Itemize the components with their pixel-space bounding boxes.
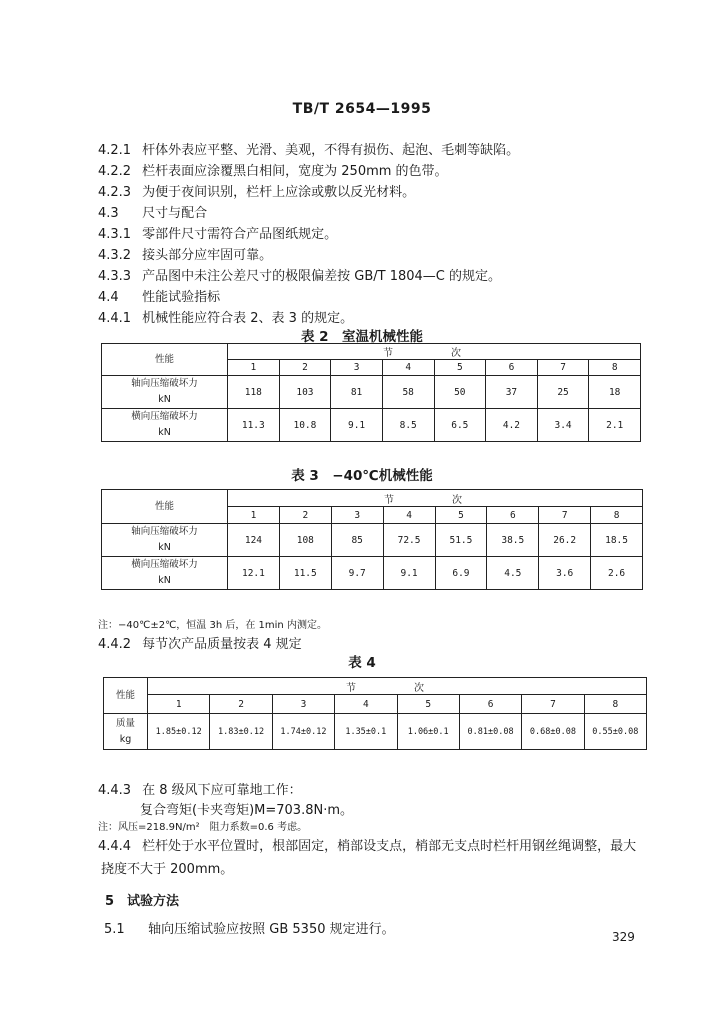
row-label: [102, 376, 228, 409]
clause-4-2-3: [98, 181, 415, 200]
table-cell: 1.35±0.1: [335, 714, 397, 750]
clause-number: 4.4: [98, 290, 119, 305]
table-cell: 11.5: [279, 557, 331, 590]
table-cell: 0.81±0.08: [459, 714, 521, 750]
clause-4-3: [98, 202, 207, 221]
clause-4-3-3: [98, 265, 501, 284]
table-cell: 58: [382, 376, 434, 409]
clause-text: 杆体外表应平整、光滑、美观，不得有损伤、起泡、毛刺等缺陷。: [142, 143, 520, 158]
clause-number: 4.3.1: [98, 227, 132, 242]
clause-number: 4.4.4: [98, 839, 132, 854]
row-label-name: 质量: [115, 717, 135, 729]
row-label: [102, 557, 228, 590]
clause-number: 4.2.2: [98, 164, 132, 179]
table-cell: 11.3: [228, 409, 280, 442]
table-3-caption: 表 3 −40℃机械性能: [291, 468, 433, 484]
table-cell: 9.1: [331, 409, 383, 442]
clause-4-4-4: [98, 835, 636, 854]
table-cell: 9.1: [383, 557, 435, 590]
row-label-name: 轴向压缩破坏力: [131, 526, 198, 537]
clause-text: 接头部分应牢固可靠。: [142, 248, 273, 263]
table-cell: 103: [279, 376, 331, 409]
clause-text: 在 8 级风下应可靠地工作：: [142, 783, 302, 798]
clause-4-3-1: [98, 223, 337, 242]
column-header: 3: [331, 360, 383, 376]
table-3-note: 注：−40℃±2℃，恒温 3h 后，在 1min 内测定。: [98, 620, 327, 631]
column-header: 7: [539, 507, 591, 524]
table-cell: 0.55±0.08: [584, 714, 646, 750]
table-cell: 38.5: [487, 524, 539, 557]
page-number: 329: [612, 930, 635, 944]
table-cell: 1.83±0.12: [210, 714, 272, 750]
table-cell: 18.5: [591, 524, 643, 557]
row-label-unit: kN: [158, 427, 171, 438]
clause-4-2-2: [98, 160, 448, 179]
column-header: 8: [591, 507, 643, 524]
column-header: 4: [335, 695, 397, 714]
table-cell: 81: [331, 376, 383, 409]
table-cell: 18: [589, 376, 641, 409]
table-2-caption: 表 2 室温机械性能: [300, 329, 424, 345]
table-4: [103, 677, 647, 750]
column-header: 1: [148, 695, 210, 714]
column-header: 8: [584, 695, 646, 714]
clause-text: 性能试验指标: [142, 290, 221, 305]
table-cell: 2.1: [589, 409, 641, 442]
table-cell: 9.7: [331, 557, 383, 590]
column-header: 1: [228, 507, 280, 524]
table-cell: 6.9: [435, 557, 487, 590]
clause-text: 每节次产品质量按表 4 规定: [142, 637, 302, 652]
table-row: [102, 409, 641, 442]
row-label-name: 轴向压缩破坏力: [131, 378, 198, 389]
section-header: 节 次: [148, 678, 647, 695]
column-header: 5: [434, 360, 486, 376]
clause-4-4-4-continued: 挠度不大于 200mm。: [101, 862, 234, 877]
table-cell: 1.85±0.12: [148, 714, 210, 750]
column-header: 6: [487, 507, 539, 524]
property-header: 性能: [104, 678, 148, 714]
clause-text: 为便于夜间识别，栏杆上应涂或敷以反光材料。: [142, 185, 416, 200]
clause-number: 4.2.3: [98, 185, 132, 200]
row-label-name: 横向压缩破坏力: [131, 411, 198, 422]
column-header: 6: [459, 695, 521, 714]
row-label-unit: kg: [119, 733, 132, 745]
row-label: [102, 524, 228, 557]
clause-number: 4.3: [98, 206, 119, 221]
column-header: 2: [279, 360, 331, 376]
column-header: 5: [435, 507, 487, 524]
column-header: 3: [331, 507, 383, 524]
table-cell: 2.6: [591, 557, 643, 590]
clause-text: 轴向压缩试验应按照 GB 5350 规定进行。: [148, 922, 395, 937]
row-label-unit: kN: [158, 542, 171, 553]
table-3: [101, 489, 643, 590]
table-2: [101, 343, 641, 442]
wind-note: 注：风压=218.9N/m² 阻力系数=0.6 考虑。: [98, 822, 308, 833]
clause-5-1: [104, 918, 395, 937]
table-4-caption: 表 4: [348, 655, 376, 671]
column-header: 6: [486, 360, 538, 376]
row-label-name: 横向压缩破坏力: [131, 559, 198, 570]
table-cell: 10.8: [279, 409, 331, 442]
clause-4-4: [98, 286, 220, 305]
table-cell: 124: [228, 524, 280, 557]
table-cell: 25: [537, 376, 589, 409]
clause-number: 5.1: [104, 922, 125, 937]
section-header: 节 次: [228, 344, 641, 360]
column-header: 2: [279, 507, 331, 524]
table-cell: 72.5: [383, 524, 435, 557]
clause-number: 4.4.3: [98, 783, 132, 798]
clause-text: 机械性能应符合表 2、表 3 的规定。: [142, 311, 354, 326]
table-cell: 3.6: [539, 557, 591, 590]
column-header: 1: [228, 360, 280, 376]
clause-number: 4.4.2: [98, 637, 132, 652]
row-label-unit: kN: [158, 394, 171, 405]
row-label: [102, 409, 228, 442]
table-row: [102, 524, 643, 557]
table-cell: 85: [331, 524, 383, 557]
column-header: 7: [537, 360, 589, 376]
column-header: 4: [382, 360, 434, 376]
column-header: 5: [397, 695, 459, 714]
row-label: [104, 714, 148, 750]
clause-text: 零部件尺寸需符合产品图纸规定。: [142, 227, 338, 242]
table-row: [102, 557, 643, 590]
clause-4-4-1: [98, 307, 353, 326]
table-cell: 8.5: [382, 409, 434, 442]
column-header: 8: [589, 360, 641, 376]
page-header: TB/T 2654—1995: [292, 101, 432, 117]
table-cell: 50: [434, 376, 486, 409]
clause-4-3-2: [98, 244, 272, 263]
table-row: [102, 376, 641, 409]
table-cell: 108: [279, 524, 331, 557]
clause-number: 4.3.2: [98, 248, 132, 263]
clause-text: 产品图中未注公差尺寸的极限偏差按 GB/T 1804—C 的规定。: [142, 269, 502, 284]
table-cell: 37: [486, 376, 538, 409]
clause-text: 尺寸与配合: [142, 206, 208, 221]
section-header: 节 次: [228, 490, 643, 507]
property-header: 性能: [102, 490, 228, 524]
table-cell: 1.74±0.12: [272, 714, 334, 750]
table-cell: 6.5: [434, 409, 486, 442]
clause-number: 4.3.3: [98, 269, 132, 284]
clause-4-4-3-formula: 复合弯矩(卡夹弯矩)M=703.8N·m。: [140, 803, 353, 818]
clause-4-4-3: [98, 779, 302, 798]
property-header: 性能: [102, 344, 228, 376]
table-cell: 1.06±0.1: [397, 714, 459, 750]
table-cell: 26.2: [539, 524, 591, 557]
table-cell: 118: [228, 376, 280, 409]
clause-number: 4.4.1: [98, 311, 132, 326]
table-cell: 4.5: [487, 557, 539, 590]
clause-number: 4.2.1: [98, 143, 132, 158]
column-header: 2: [210, 695, 272, 714]
table-row: [104, 714, 647, 750]
table-cell: 12.1: [228, 557, 280, 590]
clause-text: 栏杆处于水平位置时，根部固定，梢部设支点，梢部无支点时栏杆用钢丝绳调整，最大: [142, 839, 637, 854]
section-5-heading: 5 试验方法: [105, 894, 180, 909]
table-cell: 0.68±0.08: [522, 714, 584, 750]
clause-text: 栏杆表面应涂覆黑白相间，宽度为 250mm 的色带。: [142, 164, 448, 179]
table-cell: 4.2: [486, 409, 538, 442]
column-header: 3: [272, 695, 334, 714]
clause-4-2-1: [98, 139, 519, 158]
row-label-unit: kN: [158, 575, 171, 586]
column-header: 4: [383, 507, 435, 524]
clause-4-4-2: [98, 633, 302, 652]
table-cell: 51.5: [435, 524, 487, 557]
table-cell: 3.4: [537, 409, 589, 442]
column-header: 7: [522, 695, 584, 714]
